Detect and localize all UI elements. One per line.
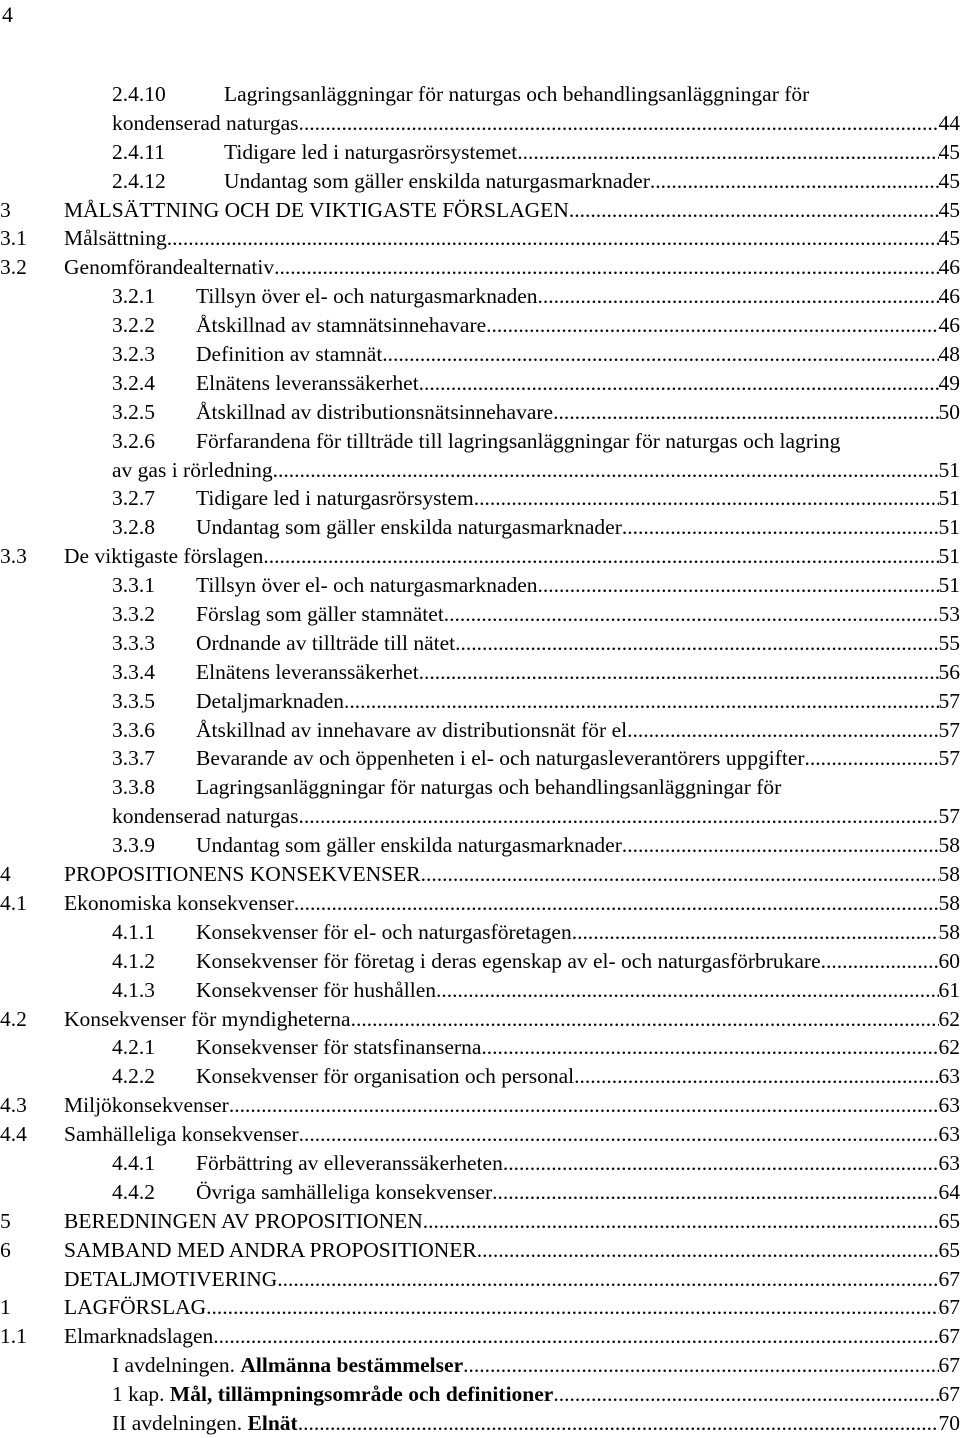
toc-entry[interactable]: [0, 369, 960, 398]
toc-leader-dots: [444, 600, 939, 629]
toc-leader-dots: [298, 109, 938, 138]
toc-entry-number: 2.4.11: [112, 138, 224, 167]
toc-leader-dots: [463, 1351, 938, 1380]
toc-entry-number: 4.4.1: [112, 1149, 196, 1178]
toc-entry-page: 64: [939, 1178, 960, 1207]
toc-entry-title: Undantag som gäller enskilda naturgasmarknader: [196, 831, 622, 860]
toc-leader-dots: [622, 831, 939, 860]
toc-entry-number: 3.3.1: [112, 571, 196, 600]
toc-entry-number: 3.2.8: [112, 513, 196, 542]
toc-entry[interactable]: [0, 80, 960, 138]
toc-entry-row: [0, 253, 960, 282]
toc-leader-dots: [298, 802, 938, 831]
toc-entry[interactable]: [0, 1005, 960, 1034]
toc-leader-dots: [474, 484, 939, 513]
toc-entry-title: MÅLSÄTTNING OCH DE VIKTIGASTE FÖRSLAGEN: [64, 196, 569, 225]
toc-leader-dots: [299, 1120, 939, 1149]
toc-entry-title: Tillsyn över el- och naturgasmarknaden: [196, 282, 538, 311]
toc-entry-row: [0, 600, 960, 629]
toc-entry[interactable]: [0, 976, 960, 1005]
toc-entry[interactable]: [0, 1178, 960, 1207]
toc-entry-page: 58: [939, 831, 960, 860]
toc-entry[interactable]: [0, 918, 960, 947]
toc-entry[interactable]: [0, 282, 960, 311]
toc-entry-row: [0, 889, 960, 918]
toc-entry-title: av gas i rörledning: [112, 456, 273, 485]
toc-leader-dots: [167, 224, 939, 253]
toc-entry-title: De viktigaste förslagen: [64, 542, 263, 571]
toc-entry-number: 4.1: [0, 889, 64, 918]
toc-leader-dots: [419, 369, 939, 398]
table-of-contents: [0, 80, 960, 1438]
toc-entry-page: 62: [939, 1033, 960, 1062]
toc-entry-title: [112, 1380, 553, 1409]
toc-entry-title: Bevarande av och öppenheten i el- och naturgasleverantörers uppgifter: [196, 744, 805, 773]
toc-leader-dots: [274, 253, 938, 282]
toc-entry-number: 4.2.2: [112, 1062, 196, 1091]
toc-leader-dots: [419, 658, 939, 687]
toc-entry-title: Undantag som gäller enskilda naturgasmarknader: [224, 167, 650, 196]
toc-entry-page: 65: [939, 1236, 960, 1265]
toc-entry[interactable]: [0, 773, 960, 831]
toc-leader-dots: [277, 1265, 938, 1294]
toc-entry-number: 3.2.3: [112, 340, 196, 369]
toc-entry-row: [0, 542, 960, 571]
toc-entry[interactable]: [0, 340, 960, 369]
toc-entry-title-bold: Allmänna bestämmelser: [240, 1353, 463, 1377]
toc-entry-page: 45: [939, 138, 960, 167]
toc-entry-number: 3.2.4: [112, 369, 196, 398]
toc-entry[interactable]: [0, 398, 960, 427]
toc-leader-dots: [486, 311, 938, 340]
toc-entry-number: 3.2.5: [112, 398, 196, 427]
toc-entry[interactable]: [0, 1062, 960, 1091]
toc-leader-dots: [538, 571, 939, 600]
toc-entry-number: 3.2.1: [112, 282, 196, 311]
toc-entry-page: 46: [939, 282, 960, 311]
toc-leader-dots: [382, 340, 938, 369]
toc-entry-row: [0, 196, 960, 225]
toc-entry-row: [0, 802, 960, 831]
toc-entry-title-first: Lagringsanläggningar för naturgas och behandlingsanläggningar för: [196, 775, 781, 799]
toc-entry-title: Åtskillnad av stamnätsinnehavare: [196, 311, 486, 340]
toc-entry-page: 62: [939, 1005, 960, 1034]
toc-entry-title-first: Förfarandena för tillträde till lagringsanläggningar för naturgas och lagring: [196, 429, 840, 453]
toc-entry-page: 51: [939, 571, 960, 600]
toc-entry-row: [0, 1351, 960, 1380]
toc-entry-page: 49: [939, 369, 960, 398]
toc-entry-title: LAGFÖRSLAG: [64, 1293, 206, 1322]
toc-entry-row: [0, 1033, 960, 1062]
toc-leader-dots: [351, 1005, 939, 1034]
toc-entry-row: [0, 860, 960, 889]
toc-entry-number: 2.4.12: [112, 167, 224, 196]
toc-entry-row: [0, 282, 960, 311]
toc-entry-title: DETALJMOTIVERING: [64, 1265, 277, 1294]
toc-leader-dots: [650, 167, 939, 196]
toc-entry-page: 57: [939, 687, 960, 716]
toc-entry-row: [0, 138, 960, 167]
toc-leader-dots: [821, 947, 939, 976]
toc-entry-title: Tidigare led i naturgasrörsystemet: [224, 138, 517, 167]
toc-entry-number: 3.3.6: [112, 716, 196, 745]
toc-entry-number: 4.1.2: [112, 947, 196, 976]
toc-entry-row: [0, 1236, 960, 1265]
toc-entry-page: 67: [939, 1322, 960, 1351]
toc-entry-title: Konsekvenser för myndigheterna: [64, 1005, 351, 1034]
toc-leader-dots: [553, 398, 938, 427]
toc-entry[interactable]: [0, 889, 960, 918]
toc-leader-dots: [213, 1322, 938, 1351]
toc-entry-title: Samhälleliga konsekvenser: [64, 1120, 299, 1149]
toc-entry-page: 63: [939, 1120, 960, 1149]
toc-leader-dots: [455, 629, 938, 658]
toc-leader-dots: [477, 1236, 939, 1265]
toc-leader-dots: [517, 138, 938, 167]
toc-entry-number: 4.4: [0, 1120, 64, 1149]
toc-entry-number: 3.2.6: [112, 427, 196, 456]
toc-entry-number: 3.2.7: [112, 484, 196, 513]
toc-entry[interactable]: [0, 831, 960, 860]
toc-entry-title: Elmarknadslagen: [64, 1322, 213, 1351]
toc-entry-row: [0, 1409, 960, 1438]
toc-entry-page: 63: [939, 1091, 960, 1120]
toc-entry-title: Detaljmarknaden: [196, 687, 344, 716]
toc-leader-dots: [622, 513, 939, 542]
toc-entry-title: Elnätens leveranssäkerhet: [196, 658, 419, 687]
toc-entry-title: Konsekvenser för hushållen: [196, 976, 436, 1005]
toc-entry[interactable]: [0, 253, 960, 282]
toc-entry-row: [0, 918, 960, 947]
toc-entry-row: [0, 167, 960, 196]
toc-entry[interactable]: [0, 687, 960, 716]
toc-entry[interactable]: [0, 744, 960, 773]
toc-entry[interactable]: [0, 1351, 960, 1380]
toc-entry-row: [0, 1265, 960, 1294]
toc-entry-title: Genomförandealternativ: [64, 253, 274, 282]
toc-entry[interactable]: [0, 658, 960, 687]
toc-entry-page: 51: [939, 542, 960, 571]
toc-entry-page: 61: [939, 976, 960, 1005]
toc-leader-dots: [481, 1033, 938, 1062]
toc-entry-page: 63: [939, 1062, 960, 1091]
toc-entry-title: Ordnande av tillträde till nätet: [196, 629, 455, 658]
toc-entry-row: [0, 1322, 960, 1351]
toc-entry-page: 67: [939, 1380, 960, 1409]
toc-entry[interactable]: [0, 716, 960, 745]
toc-entry-page: 63: [939, 1149, 960, 1178]
toc-entry-row: [0, 658, 960, 687]
toc-entry-title: Konsekvenser för företag i deras egenskap av el- och naturgasförbrukare: [196, 947, 821, 976]
toc-entry-number: 4: [0, 860, 64, 889]
toc-entry-number: 3.3.8: [112, 773, 196, 802]
toc-entry[interactable]: [0, 513, 960, 542]
toc-leader-dots: [503, 1149, 939, 1178]
toc-entry-title: Åtskillnad av distributionsnätsinnehavare: [196, 398, 553, 427]
toc-entry-row: [0, 947, 960, 976]
toc-entry-title: Övriga samhälleliga konsekvenser: [196, 1178, 492, 1207]
toc-entry[interactable]: [0, 224, 960, 253]
toc-entry-page: 51: [939, 484, 960, 513]
toc-entry-title: Ekonomiska konsekvenser: [64, 889, 294, 918]
toc-entry-row: [0, 629, 960, 658]
toc-entry[interactable]: [0, 311, 960, 340]
toc-entry-number: 4.3: [0, 1091, 64, 1120]
toc-entry-title-plain: II avdelningen.: [112, 1411, 248, 1435]
toc-entry-number: 3.3.4: [112, 658, 196, 687]
toc-entry[interactable]: [0, 1149, 960, 1178]
toc-leader-dots: [627, 716, 938, 745]
toc-entry-title: Definition av stamnät: [196, 340, 382, 369]
toc-entry-row: [0, 1207, 960, 1236]
toc-entry-number: 3.1: [0, 224, 64, 253]
toc-entry[interactable]: [0, 571, 960, 600]
toc-entry-row: [0, 311, 960, 340]
toc-entry-page: 45: [939, 196, 960, 225]
toc-entry-page: 51: [939, 456, 960, 485]
toc-entry-page: 65: [939, 1207, 960, 1236]
toc-entry[interactable]: [0, 542, 960, 571]
toc-entry-row: [0, 1380, 960, 1409]
toc-entry-page: 55: [939, 629, 960, 658]
toc-entry-title: Förbättring av elleveranssäkerheten: [196, 1149, 503, 1178]
toc-leader-dots: [206, 1293, 938, 1322]
toc-entry-row: [0, 1120, 960, 1149]
toc-leader-dots: [572, 918, 939, 947]
toc-entry-first-line: [0, 80, 960, 109]
toc-entry-title: Målsättning: [64, 224, 167, 253]
page-number: 4: [2, 2, 13, 28]
toc-entry[interactable]: [0, 196, 960, 225]
toc-entry-number: 3.3.5: [112, 687, 196, 716]
toc-entry-number: 5: [0, 1207, 64, 1236]
toc-entry-row: [0, 513, 960, 542]
toc-entry-number: 1.1: [0, 1322, 64, 1351]
toc-entry-page: 44: [939, 109, 960, 138]
toc-entry-title: kondenserad naturgas: [112, 802, 298, 831]
toc-entry-page: 48: [939, 340, 960, 369]
toc-entry-title: SAMBAND MED ANDRA PROPOSITIONER: [64, 1236, 477, 1265]
toc-entry-row: [0, 687, 960, 716]
toc-entry-row: [0, 1149, 960, 1178]
toc-entry-number: 3.3.9: [112, 831, 196, 860]
toc-entry-row: [0, 831, 960, 860]
toc-entry-page: 53: [939, 600, 960, 629]
toc-leader-dots: [553, 1380, 938, 1409]
toc-entry-title: BEREDNINGEN AV PROPOSITIONEN: [64, 1207, 423, 1236]
toc-entry[interactable]: [0, 484, 960, 513]
toc-leader-dots: [421, 860, 939, 889]
toc-entry-number: 4.2: [0, 1005, 64, 1034]
toc-entry-title: Konsekvenser för organisation och personal: [196, 1062, 574, 1091]
toc-entry[interactable]: [0, 1033, 960, 1062]
toc-entry-page: 51: [939, 513, 960, 542]
toc-entry-number: 6: [0, 1236, 64, 1265]
toc-entry-page: 67: [939, 1265, 960, 1294]
toc-entry-title: [112, 1351, 463, 1380]
toc-entry[interactable]: [0, 1409, 960, 1438]
toc-entry[interactable]: [0, 947, 960, 976]
toc-entry-row: [0, 1178, 960, 1207]
toc-entry-row: [0, 456, 960, 485]
toc-entry-page: 46: [939, 253, 960, 282]
toc-entry-page: 57: [939, 716, 960, 745]
toc-entry[interactable]: [0, 1293, 960, 1322]
toc-entry[interactable]: [0, 1380, 960, 1409]
toc-entry-row: [0, 224, 960, 253]
toc-entry[interactable]: [0, 629, 960, 658]
toc-entry-number: 4.1.1: [112, 918, 196, 947]
toc-entry[interactable]: [0, 1207, 960, 1236]
toc-entry-row: [0, 340, 960, 369]
toc-entry-row: [0, 398, 960, 427]
toc-entry-page: 58: [939, 918, 960, 947]
toc-entry[interactable]: [0, 1091, 960, 1120]
toc-entry[interactable]: [0, 427, 960, 485]
toc-entry-title-plain: 1 kap.: [112, 1382, 170, 1406]
toc-entry-row: [0, 571, 960, 600]
toc-entry-page: 58: [939, 889, 960, 918]
toc-entry-number: 3.2.2: [112, 311, 196, 340]
toc-entry-number: 3: [0, 196, 64, 225]
toc-entry[interactable]: [0, 138, 960, 167]
toc-entry-row: [0, 109, 960, 138]
toc-entry-page: 60: [939, 947, 960, 976]
toc-entry-title-bold: Elnät: [248, 1411, 298, 1435]
toc-entry-page: 56: [939, 658, 960, 687]
toc-leader-dots: [229, 1091, 939, 1120]
toc-entry-number: 4.2.1: [112, 1033, 196, 1062]
toc-leader-dots: [492, 1178, 938, 1207]
toc-entry-number: 1: [0, 1293, 64, 1322]
toc-entry-page: 50: [939, 398, 960, 427]
toc-entry-row: [0, 369, 960, 398]
toc-entry-title-bold: Mål, tillämpningsområde och definitioner: [170, 1382, 553, 1406]
toc-leader-dots: [263, 542, 938, 571]
toc-entry-row: [0, 1005, 960, 1034]
toc-entry-row: [0, 1091, 960, 1120]
toc-leader-dots: [574, 1062, 938, 1091]
toc-entry-title: Åtskillnad av innehavare av distributionsnät för el: [196, 716, 627, 745]
toc-entry-title: Tidigare led i naturgasrörsystem: [196, 484, 474, 513]
toc-entry-number: 3.2: [0, 253, 64, 282]
toc-entry-row: [0, 484, 960, 513]
toc-entry[interactable]: [0, 1120, 960, 1149]
toc-entry-number: 3.3.2: [112, 600, 196, 629]
toc-entry-row: [0, 1293, 960, 1322]
toc-entry[interactable]: [0, 167, 960, 196]
toc-entry-page: 46: [939, 311, 960, 340]
toc-entry-title-plain: I avdelningen.: [112, 1353, 240, 1377]
toc-entry[interactable]: [0, 600, 960, 629]
toc-entry-title: [112, 1409, 298, 1438]
toc-entry-title: Konsekvenser för statsfinanserna: [196, 1033, 481, 1062]
toc-entry[interactable]: [0, 1236, 960, 1265]
toc-entry-page: 58: [939, 860, 960, 889]
toc-entry-row: [0, 716, 960, 745]
toc-leader-dots: [805, 744, 939, 773]
toc-entry-number: 4.4.2: [112, 1178, 196, 1207]
toc-entry-page: 67: [939, 1351, 960, 1380]
toc-entry-first-line: [0, 773, 960, 802]
toc-entry-title: Förslag som gäller stamnätet: [196, 600, 444, 629]
toc-leader-dots: [298, 1409, 939, 1438]
toc-entry-title: Tillsyn över el- och naturgasmarknaden: [196, 571, 538, 600]
toc-entry-row: [0, 744, 960, 773]
toc-entry-title: kondenserad naturgas: [112, 109, 298, 138]
toc-entry-number: 3.3: [0, 542, 64, 571]
toc-entry-title: Undantag som gäller enskilda naturgasmarknader: [196, 513, 622, 542]
toc-leader-dots: [569, 196, 939, 225]
toc-leader-dots: [538, 282, 939, 311]
toc-leader-dots: [344, 687, 938, 716]
toc-leader-dots: [436, 976, 938, 1005]
toc-entry-page: 45: [939, 167, 960, 196]
toc-entry-first-line: [0, 427, 960, 456]
toc-leader-dots: [423, 1207, 939, 1236]
toc-entry-title-first: Lagringsanläggningar för naturgas och behandlingsanläggningar för: [224, 82, 809, 106]
toc-leader-dots: [273, 456, 939, 485]
toc-entry[interactable]: [0, 1265, 960, 1294]
toc-entry-row: [0, 976, 960, 1005]
toc-entry[interactable]: [0, 860, 960, 889]
toc-entry-page: 45: [939, 224, 960, 253]
toc-entry-number: 3.3.7: [112, 744, 196, 773]
toc-entry-number: 4.1.3: [112, 976, 196, 1005]
toc-entry-page: 70: [939, 1409, 960, 1438]
toc-entry-title: Miljökonsekvenser: [64, 1091, 229, 1120]
toc-leader-dots: [294, 889, 939, 918]
toc-entry-number: 2.4.10: [112, 80, 224, 109]
toc-entry-page: 67: [939, 1293, 960, 1322]
toc-entry-title: Elnätens leveranssäkerhet: [196, 369, 419, 398]
toc-entry-title: PROPOSITIONENS KONSEKVENSER: [64, 860, 421, 889]
toc-entry-page: 57: [939, 744, 960, 773]
toc-entry-row: [0, 1062, 960, 1091]
toc-entry-title: Konsekvenser för el- och naturgasföretagen: [196, 918, 572, 947]
toc-entry-page: 57: [939, 802, 960, 831]
toc-entry[interactable]: [0, 1322, 960, 1351]
toc-entry-number: 3.3.3: [112, 629, 196, 658]
